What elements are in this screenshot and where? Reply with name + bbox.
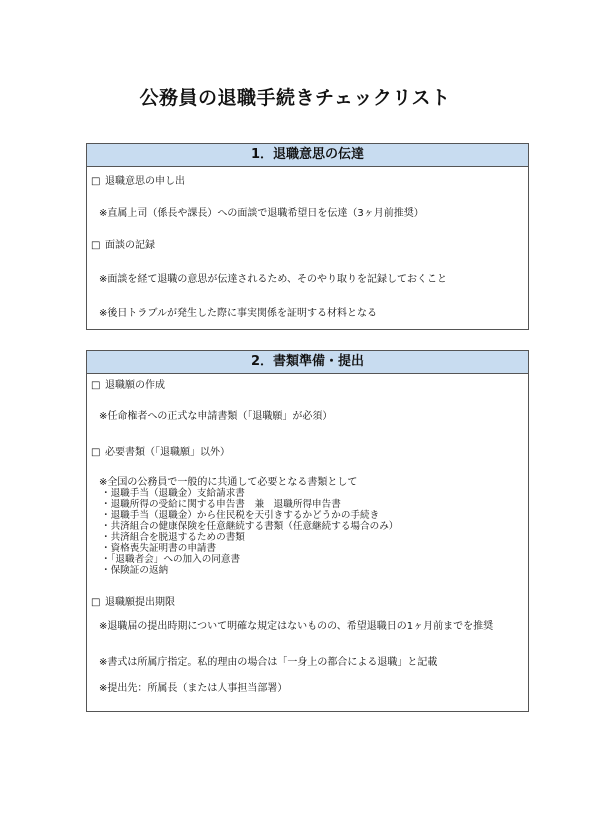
note-text: ※提出先：所属長（または人事担当部署） [99,683,288,694]
section-document-preparation [86,350,529,712]
note-text: ※書式は所属庁指定。私的理由の場合は「一身上の都合による退職」と記載 [99,657,438,668]
bullet-item: ・退職所得の受給に関する申告書 兼 退職所得申告書 [101,499,341,510]
checklist-item-label: 退職願の作成 [105,380,165,391]
bullet-item: ・資格喪失証明書の申請書 [101,543,217,554]
note-text: ※面談を経て退職の意思が伝達されるため、そのやり取りを記録しておくこと [99,274,447,285]
section-header: 1．退職意思の伝達 [87,144,528,167]
checklist-item-submission-deadline[interactable] [91,596,528,609]
checklist-item-resignation-letter[interactable] [91,379,528,392]
checkbox-icon[interactable]: □ [91,447,101,458]
section-header: 2．書類準備・提出 [87,351,528,374]
section-resignation-intent [86,143,529,330]
bullet-item: ・共済組合の健康保険を任意継続する書類（任意継続する場合のみ） [101,521,399,532]
bullet-item: ・退職手当（退職金）支給請求書 [101,488,245,499]
checklist-item-required-documents[interactable] [91,446,528,459]
note-text: ※退職届の提出時期について明確な規定はないものの、希望退職日の1ヶ月前までを推奨 [99,621,494,632]
bullet-item: ・「退職者会」への加入の同意書 [101,554,241,565]
checklist-item-meeting-record[interactable] [91,239,528,252]
checkbox-icon[interactable]: □ [91,176,101,187]
checkbox-icon[interactable]: □ [91,240,101,251]
note-text: ※全国の公務員で一般的に共通して必要となる書類として [99,477,358,488]
page-title: 公務員の退職手続きチェックリスト [139,87,451,109]
checklist-item-label: 面談の記録 [105,240,155,251]
checkbox-icon[interactable]: □ [91,597,101,608]
checklist-item-label: 退職意思の申し出 [105,176,185,187]
checklist-item-label: 必要書類（「退職願」以外） [105,447,230,458]
checklist-item-resignation-notice[interactable] [91,175,528,188]
note-text: ※後日トラブルが発生した際に事実関係を証明する材料となる [99,308,377,319]
bullet-item: ・共済組合を脱退するための書類 [101,532,245,543]
note-text: ※任命権者への正式な申請書類（「退職願」が必須） [99,411,333,422]
note-text: ※直属上司（係長や課長）への面談で退職希望日を伝達（3ヶ月前推奨） [99,208,424,219]
bullet-item: ・退職手当（退職金）から住民税を天引きするかどうかの手続き [101,510,380,521]
bullet-item: ・保険証の返納 [101,565,169,576]
checklist-item-label: 退職願提出期限 [105,597,175,608]
checkbox-icon[interactable]: □ [91,380,101,391]
